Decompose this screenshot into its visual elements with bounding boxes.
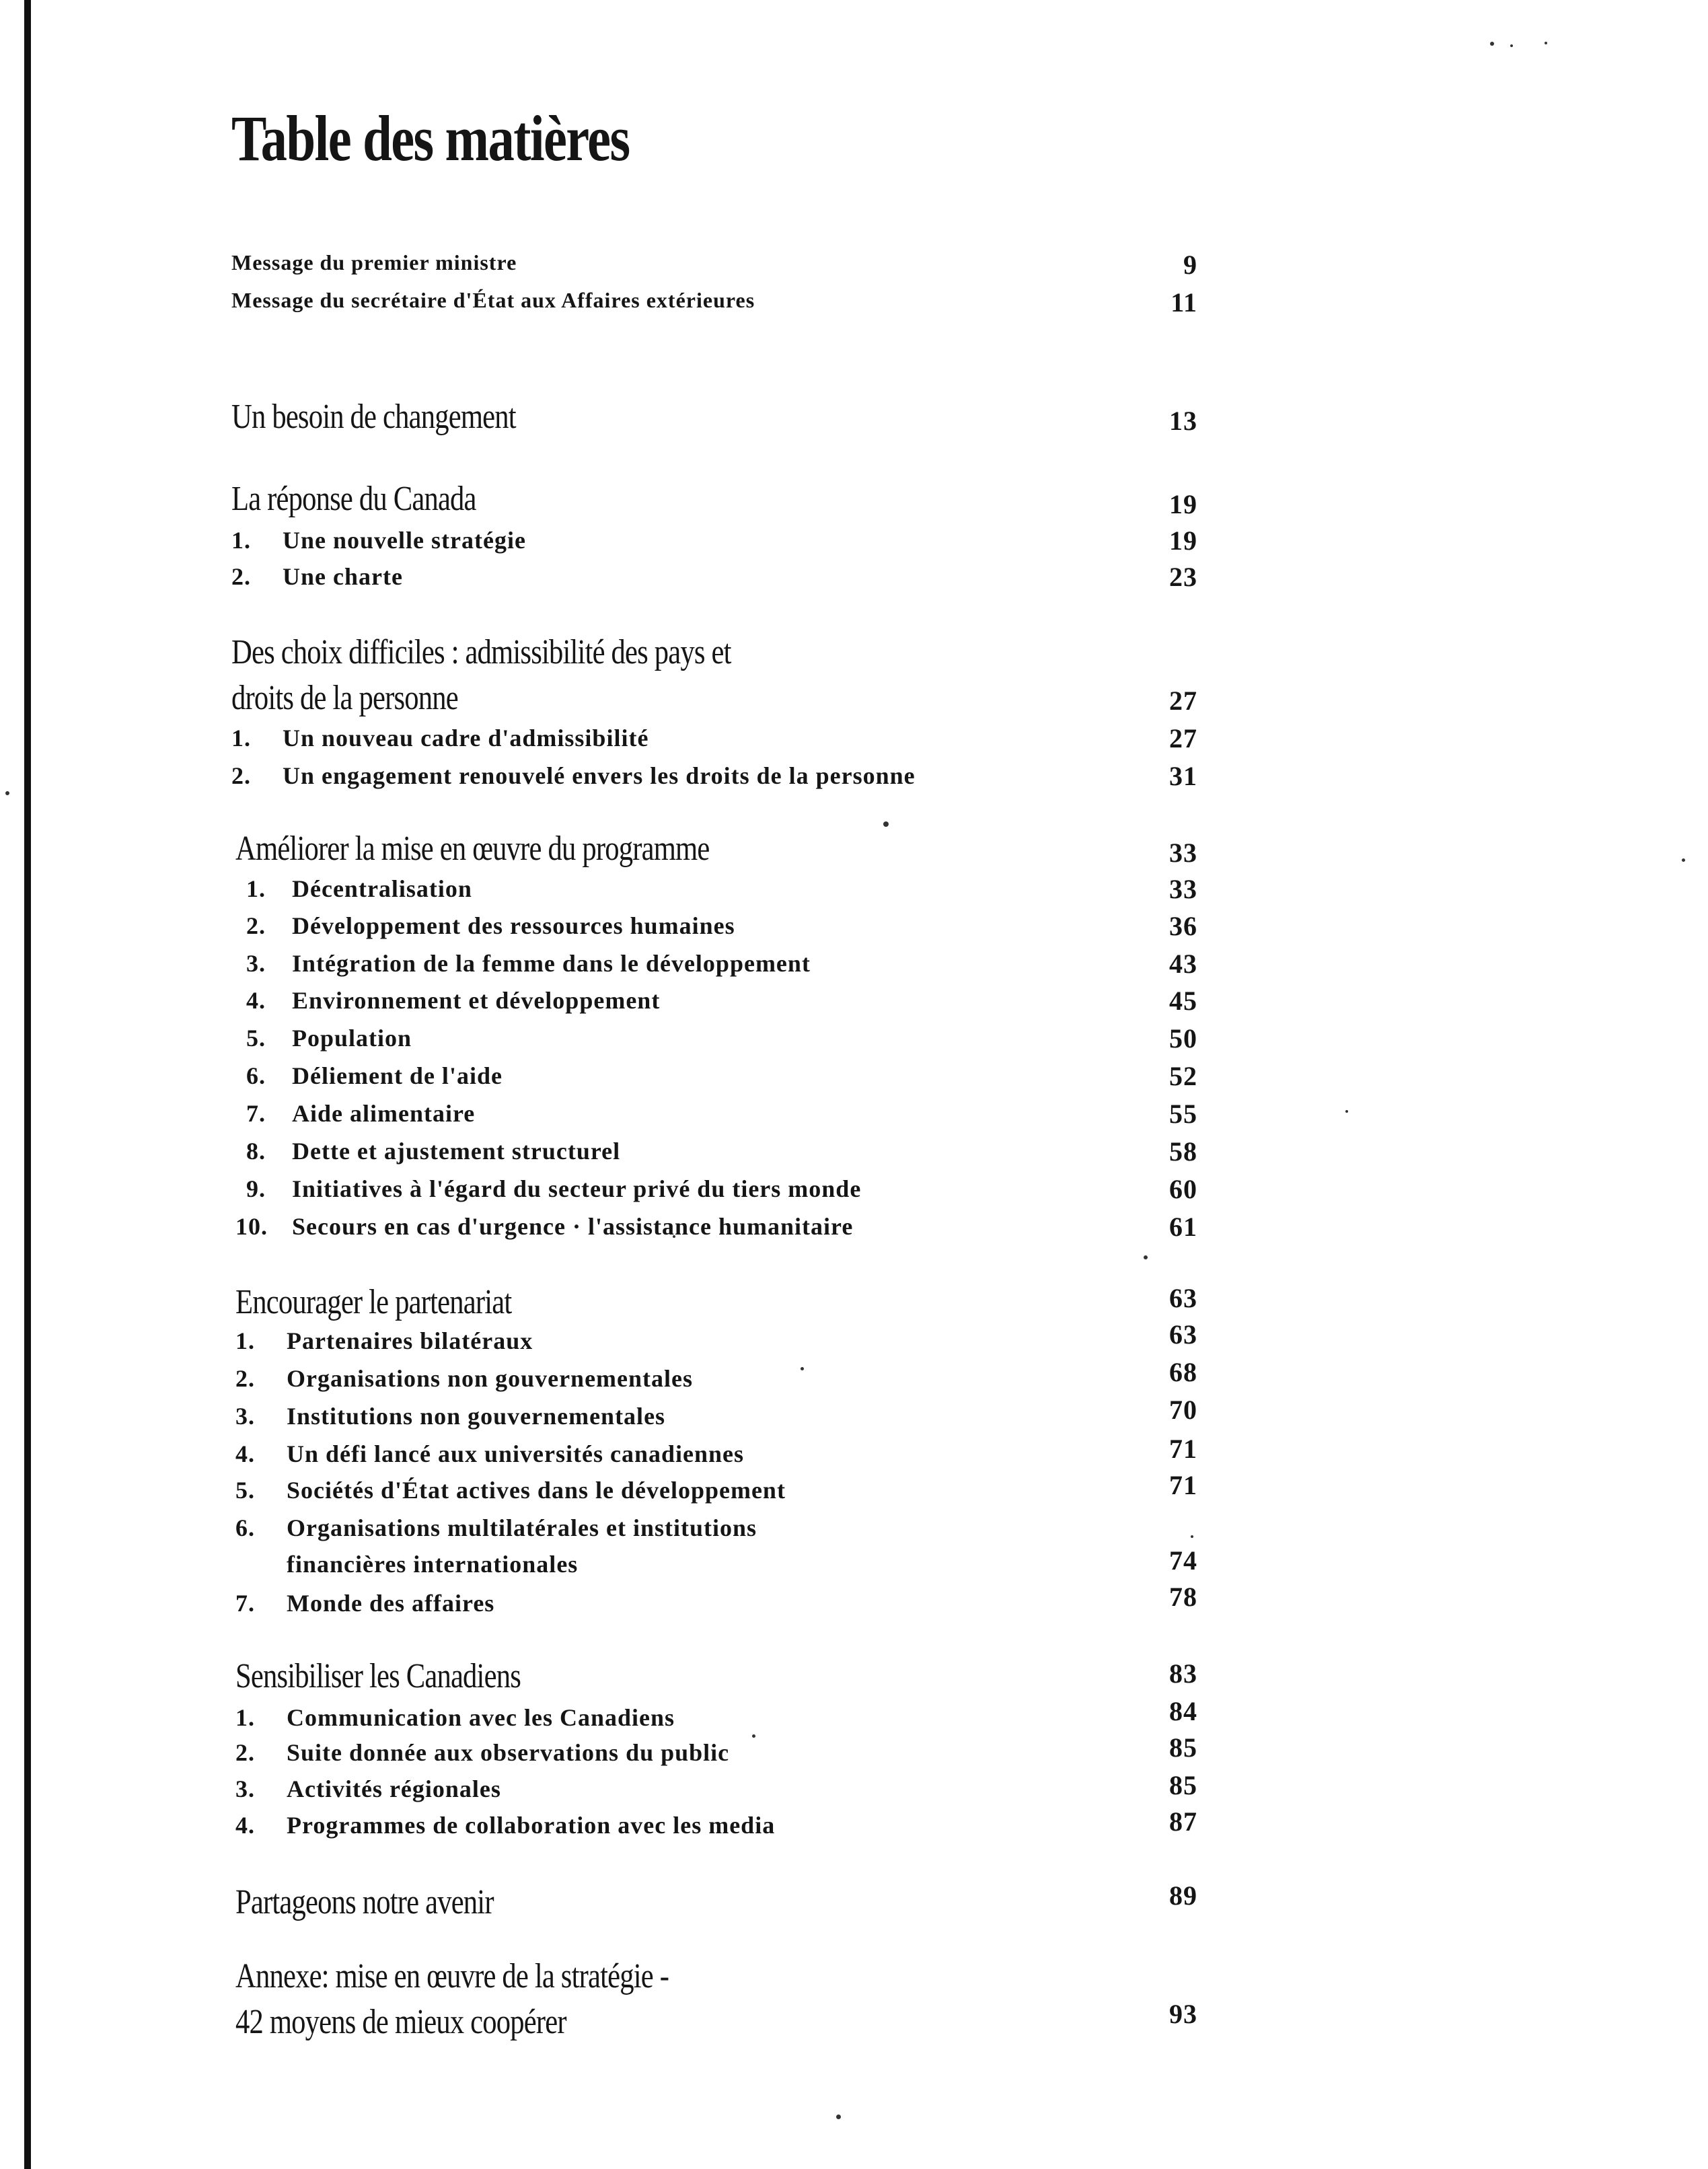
toc-item-number: 4.	[235, 1440, 255, 1467]
toc-item-text: Décentralisation	[292, 875, 472, 902]
toc-item-number: 9.	[246, 1175, 266, 1202]
toc-page-number: 19	[1169, 489, 1197, 519]
toc-page-number: 50	[1169, 1023, 1197, 1054]
toc-item	[235, 1440, 744, 1468]
toc-item-number: 3.	[246, 950, 266, 977]
toc-item-number: 3.	[235, 1775, 255, 1802]
toc-page-number: 85	[1169, 1732, 1197, 1763]
toc-item-text: Institutions non gouvernementales	[287, 1403, 666, 1430]
toc-item-number: 2.	[246, 912, 266, 939]
toc-item-number: 2.	[231, 762, 251, 789]
toc-page-number: 13	[1169, 406, 1197, 436]
toc-item-text: Déliement de l'aide	[292, 1062, 503, 1089]
toc-page-number: 27	[1169, 723, 1197, 753]
toc-page-number: 63	[1169, 1283, 1197, 1313]
toc-page-number: 63	[1169, 1319, 1197, 1350]
toc-page-number: 43	[1169, 949, 1197, 979]
toc-section-title: Annexe: mise en œuvre de la stratégie -	[235, 1957, 669, 1995]
toc-page-number: 11	[1171, 287, 1197, 318]
toc-section-title: Sensibiliser les Canadiens	[235, 1657, 521, 1695]
toc-item-text: Une charte	[283, 563, 403, 590]
toc-item-number: 2.	[235, 1739, 255, 1766]
toc-page-number: 74	[1169, 1545, 1197, 1576]
toc-page-number: 70	[1169, 1395, 1197, 1425]
toc-item	[235, 1364, 693, 1393]
toc-item-text: Communication avec les Canadiens	[287, 1704, 675, 1731]
scan-edge	[24, 0, 31, 2169]
toc-page-number: 78	[1169, 1582, 1197, 1612]
toc-item	[246, 912, 735, 940]
toc-item	[231, 724, 648, 752]
toc-item	[231, 562, 403, 591]
toc-page-number: 23	[1169, 562, 1197, 592]
toc-section-title: Partageons notre avenir	[235, 1883, 494, 1921]
toc-item	[235, 1212, 853, 1241]
toc-item-text: Développement des ressources humaines	[292, 912, 735, 939]
toc-page-number: 89	[1169, 1880, 1197, 1911]
toc-item-number: 5.	[246, 1025, 266, 1052]
toc-item-text: Une nouvelle stratégie	[283, 527, 526, 554]
toc-page-number: 58	[1169, 1136, 1197, 1167]
scan-speck	[1144, 1255, 1148, 1259]
scan-speck	[1191, 1535, 1193, 1538]
toc-page-number: 71	[1169, 1434, 1197, 1464]
toc-page-number: 85	[1169, 1770, 1197, 1800]
toc-item-number: 1.	[231, 527, 251, 554]
toc-page-number: 93	[1169, 1999, 1197, 2029]
toc-item-number: 4.	[246, 987, 266, 1014]
toc-section-title: Encourager le partenariat	[235, 1283, 512, 1321]
toc-page-number: 87	[1169, 1806, 1197, 1837]
toc-section-title: Des choix difficiles : admissibilité des pays et	[231, 633, 731, 671]
toc-item-text: Un nouveau cadre d'admissibilité	[283, 725, 649, 751]
toc-item	[246, 1137, 620, 1165]
scan-speck	[1490, 42, 1494, 46]
toc-item	[246, 875, 472, 903]
toc-item	[235, 1476, 786, 1504]
toc-page-number: 33	[1169, 874, 1197, 904]
toc-section-title-continued: 42 moyens de mieux coopérer	[235, 2003, 566, 2041]
toc-page-number: 52	[1169, 1061, 1197, 1091]
toc-item-number: 6.	[246, 1062, 266, 1089]
toc-item-number: 2.	[231, 563, 251, 590]
toc-page-number: 9	[1183, 250, 1197, 280]
scan-speck	[5, 791, 9, 795]
toc-page-number: 31	[1169, 761, 1197, 791]
toc-section-title-continued: droits de la personne	[231, 679, 458, 717]
toc-item	[235, 1327, 533, 1355]
toc-page-number: 33	[1169, 838, 1197, 868]
toc-item	[235, 1738, 729, 1767]
toc-item-text: Un engagement renouvelé envers les droits de la personne	[283, 762, 916, 789]
toc-item-text: Programmes de collaboration avec les media	[287, 1812, 776, 1839]
toc-item-text: Suite donnée aux observations du public	[287, 1739, 730, 1766]
toc-item-number: 7.	[246, 1100, 266, 1127]
toc-item-number: 4.	[235, 1812, 255, 1839]
toc-item-number: 2.	[235, 1365, 255, 1392]
toc-item	[246, 986, 660, 1015]
scan-speck	[801, 1367, 804, 1370]
toc-item	[235, 1811, 775, 1839]
toc-item	[246, 1175, 861, 1203]
toc-item-continued: financières internationales	[287, 1551, 579, 1578]
toc-item-text: Aide alimentaire	[292, 1100, 476, 1127]
toc-item	[231, 526, 526, 554]
page-title: Table des matières	[231, 102, 630, 174]
toc-item-number: 1.	[235, 1704, 255, 1731]
toc-item-number: 1.	[246, 875, 266, 902]
toc-item	[246, 1024, 412, 1052]
toc-item-text: Partenaires bilatéraux	[287, 1327, 533, 1354]
toc-page-number: 83	[1169, 1658, 1197, 1689]
toc-page-number: 36	[1169, 911, 1197, 941]
toc-item-text: Population	[292, 1025, 412, 1052]
toc-section-title: Un besoin de changement	[231, 398, 516, 436]
toc-item-number: 5.	[235, 1477, 255, 1504]
toc-page-number: 60	[1169, 1174, 1197, 1204]
toc-entry-prime-minister-message: Message du premier ministre	[231, 250, 517, 274]
toc-page-number: 68	[1169, 1357, 1197, 1387]
scan-speck	[836, 2115, 841, 2119]
toc-item-number: 7.	[235, 1590, 255, 1617]
toc-item-text: Organisations multilatérales et institutions	[287, 1514, 757, 1541]
toc-item-number: 8.	[246, 1138, 266, 1165]
toc-item-number: 1.	[235, 1327, 255, 1354]
toc-page-number: 71	[1169, 1470, 1197, 1500]
scan-speck	[1545, 42, 1547, 44]
toc-item-text: Environnement et développement	[292, 987, 661, 1014]
toc-item-text: Dette et ajustement structurel	[292, 1138, 621, 1165]
toc-item-text: Sociétés d'État actives dans le développement	[287, 1477, 786, 1504]
toc-item	[231, 762, 916, 790]
toc-item	[235, 1589, 494, 1617]
toc-item	[235, 1775, 501, 1803]
scan-speck	[1345, 1110, 1348, 1113]
scan-speck	[883, 821, 889, 827]
toc-item-text: Intégration de la femme dans le développement	[292, 950, 811, 977]
toc-page-number: 55	[1169, 1099, 1197, 1129]
toc-page-number: 84	[1169, 1696, 1197, 1726]
toc-section-title: La réponse du Canada	[231, 480, 476, 518]
toc-item-number: 1.	[231, 725, 251, 751]
scan-speck	[1510, 44, 1513, 47]
toc-item-text: Secours en cas d'urgence · l'assistance humanitaire	[292, 1213, 854, 1240]
toc-page-number: 19	[1169, 525, 1197, 556]
scan-speck	[1682, 858, 1685, 862]
toc-entry-secretary-message: Message du secrétaire d'État aux Affaires extérieures	[231, 288, 755, 312]
scan-speck	[752, 1734, 755, 1738]
toc-item-text: Organisations non gouvernementales	[287, 1365, 694, 1392]
toc-item	[235, 1402, 665, 1430]
toc-item-text: Un défi lancé aux universités canadiennes	[287, 1440, 745, 1467]
toc-item	[246, 949, 811, 978]
toc-item-number: 3.	[235, 1403, 255, 1430]
toc-item	[246, 1062, 503, 1090]
toc-item-number: 6.	[235, 1514, 255, 1541]
toc-item	[235, 1703, 675, 1732]
toc-item	[246, 1099, 475, 1128]
toc-item-text: Initiatives à l'égard du secteur privé du tiers monde	[292, 1175, 862, 1202]
toc-page-number: 27	[1169, 686, 1197, 716]
toc-item-number: 10.	[235, 1213, 268, 1240]
toc-page-number: 61	[1169, 1212, 1197, 1242]
toc-page-number: 45	[1169, 986, 1197, 1016]
toc-section-title: Améliorer la mise en œuvre du programme	[235, 830, 710, 868]
toc-item-text: Activités régionales	[287, 1775, 501, 1802]
toc-item-text: Monde des affaires	[287, 1590, 495, 1617]
toc-item	[235, 1514, 757, 1542]
